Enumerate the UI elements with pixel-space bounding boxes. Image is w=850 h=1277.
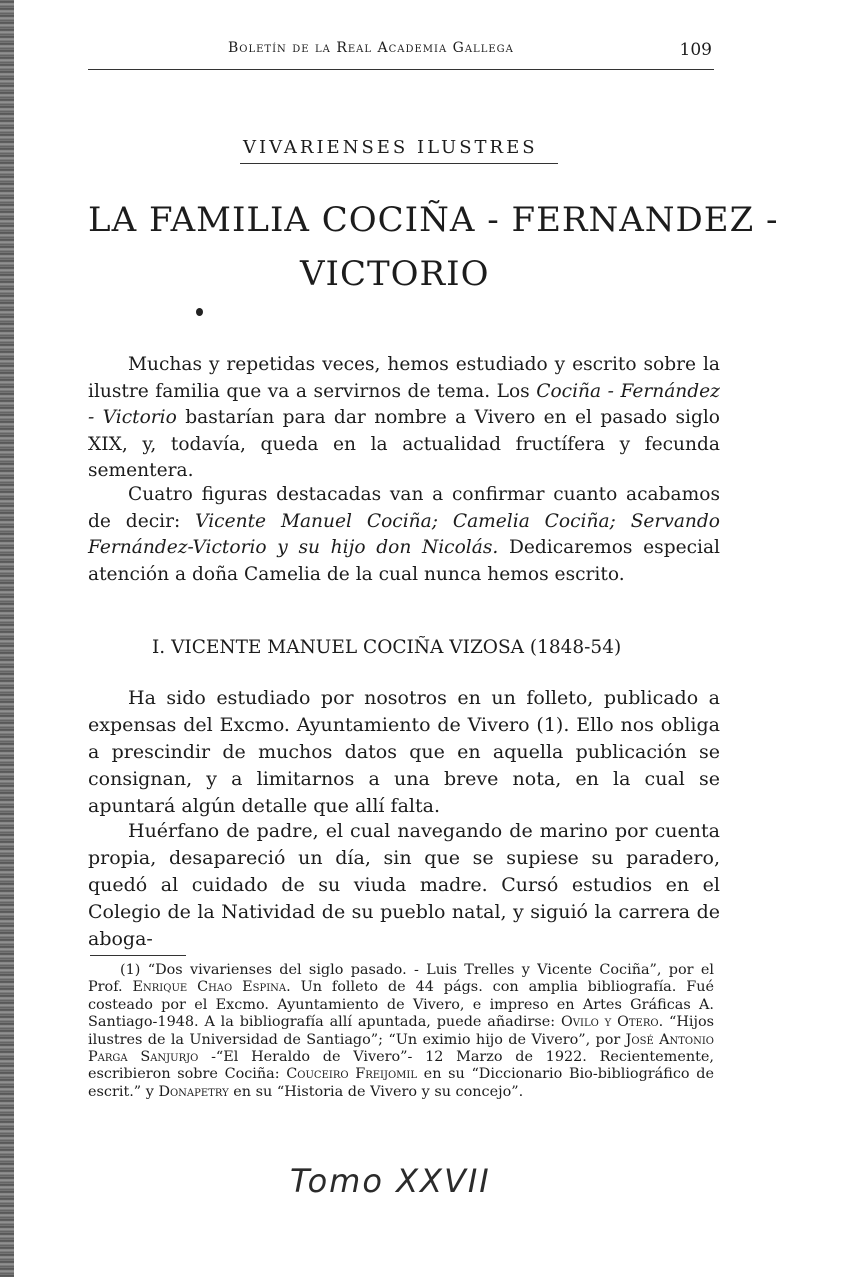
paragraph-2: Cuatro figuras destacadas van a confirmar cuanto acabamos de decir: Vicente Manuel Cociña; Camelia Cociña; Servando Fernández-Victorio y su hijo don Nicolás. Dedicaremos especial atención a doña Camelia de la cual nunca hemos escrito. <box>88 484 721 585</box>
section-title-underline <box>240 163 558 164</box>
footnote-rule <box>90 955 186 956</box>
section-heading-1: I. VICENTE MANUEL COCIÑA VIZOSA (1848-54) <box>152 637 622 658</box>
binding-edge <box>0 0 14 1277</box>
footnote-1: (1) “Dos vivarienses del siglo pasado. - Luis Trelles y Vicente Cociña”, por el Prof. Enrique Chao Espina. Un folleto de 44 págs. con amplia bibliografía. Fué costeado por el Excmo. Ayuntamiento de Vivero, e impreso en Artes Gráficas A. Santiago-1948. A la bibliografía allí apuntada, puede añadirse: Ovilo y Otero. “Hijos ilustres de la Universidad de Santiago”; “Un eximio hijo de Vivero”, por José Antonio Parga Sanjurjo -“El Heraldo de Vivero”- 12 Marzo de 1922. Recientemente, escribieron sobre Cociña: Couceiro Freijomil en su “Diccionario Bio-bibliográfico de escrit.” y Donapetry en su “Historia de Vivero y su concejo”. <box>88 962 715 1100</box>
paragraph-1: Muchas y repetidas veces, hemos estudiado y escrito sobre la ilustre familia que va a servirnos de tema. Los Cociña - Fernández - Victorio bastarían para dar nombre a Vivero en el pasado siglo XIX, y, todavía, queda en la actualidad fructífera y fecunda sementera. <box>88 354 720 482</box>
paragraph-4: Huérfano de padre, el cual navegando de marino por cuenta propia, desapareció un día, sin que se supiese su paradero, quedó al cuidado de su viuda madre. Cursó estudios en el Colegio de la Natividad de su pueblo natal, y siguió la carrera de aboga- <box>88 820 720 950</box>
article-title-line-2: VICTORIO <box>300 254 490 294</box>
article-title-line-1: LA FAMILIA COCIÑA - FERNANDEZ - <box>88 200 779 240</box>
paragraph-3: Ha sido estudiado por nosotros en un folleto, publicado a expensas del Excmo. Ayuntamiento de Vivero (1). Ello nos obliga a prescindir de muchos datos que en aquella publicación se consignan, y a limitarnos a una breve nota, en la cual se apuntará algún detalle que allí falta. <box>88 687 720 817</box>
section-title: VIVARIENSES ILUSTRES <box>243 137 538 158</box>
page-number: 109 <box>679 40 712 60</box>
header-rule <box>88 69 714 70</box>
handwritten-annotation: Tomo XXVII <box>290 1162 491 1200</box>
ornament-dot <box>196 308 203 316</box>
running-head: Boletín de la Real Academia Gallega <box>228 40 514 56</box>
footnote-marker: (1) <box>120 962 141 978</box>
footnote-reference: 1 <box>543 714 556 736</box>
